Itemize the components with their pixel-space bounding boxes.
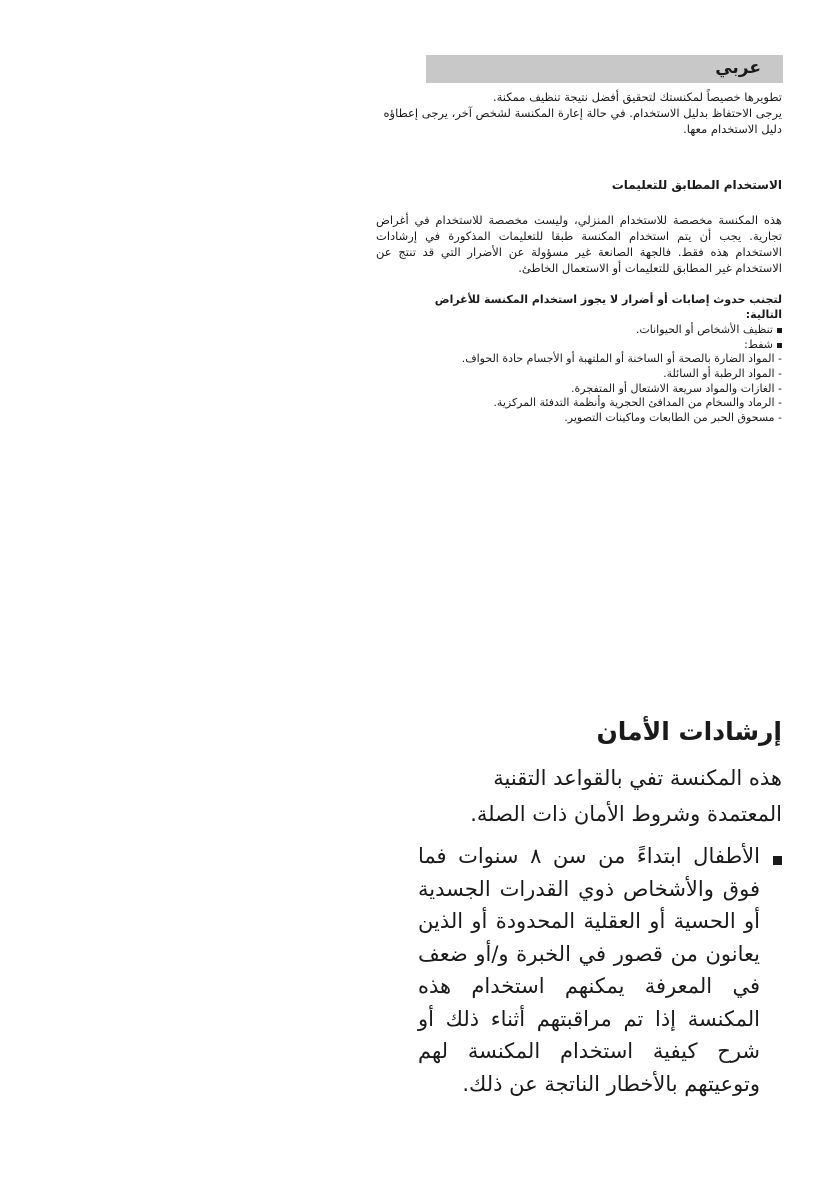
safety-bullet xyxy=(418,840,782,1100)
list-item: - الغازات والمواد سريعة الاشتعال أو المتفجرة. xyxy=(571,381,782,395)
proper-use-section-heading xyxy=(376,177,782,193)
bullet-square-icon xyxy=(777,328,782,333)
proper-use-body xyxy=(376,212,782,276)
list-item: - المواد الرطبة أو السائلة. xyxy=(663,366,782,380)
suction-items-list xyxy=(420,352,782,426)
safety-paragraph: هذه المكنسة تفي بالقواعد التقنية المعتمدة وشروط الأمان ذات الصلة. xyxy=(470,766,782,826)
bullet-item xyxy=(420,322,782,337)
language-header-bar xyxy=(426,55,783,83)
proper-use-paragraph: هذه المكنسة مخصصة للاستخدام المنزلي، وليست مخصصة للاستخدام في أغراض تجارية. يجب أن يتم استخدام المكنسة طبقا للتعليمات المذكورة في إرشادات الاستخدام هذه فقط. فالجهة الصانعة غير مسؤولة عن الأضرار التي قد تنتج عن الاستخدام غير المطابق للتعليمات أو الاستعمال الخاطئ. xyxy=(376,213,782,275)
bullet-square-icon xyxy=(773,856,782,865)
bullet-text-suction: شفط: xyxy=(744,338,773,351)
bullet-square-icon xyxy=(777,343,782,348)
intro-text xyxy=(376,89,782,137)
intro-line-1: تطويرها خصيصاً لمكنستك لتحقيق أفضل نتيجة تنظيف ممكنة. xyxy=(492,90,782,104)
prohibited-uses-block xyxy=(420,292,782,426)
safety-intro xyxy=(418,760,782,832)
warning-heading: لتجنب حدوث إصابات أو أضرار لا يجوز استخدام المكنسة للأغراض التالية: xyxy=(434,293,782,321)
intro-line-2: يرجى الاحتفاظ بدليل الاستخدام. في حالة إعارة المكنسة لشخص آخر، يرجى إعطاؤه دليل الاستخدام معها. xyxy=(383,106,782,136)
list-item: - المواد الضارة بالصحة أو الساخنة أو الملتهبة أو الأجسام حادة الحواف. xyxy=(461,352,782,365)
safety-heading: إرشادات الأمان xyxy=(596,717,782,746)
language-label: عربي xyxy=(715,58,761,78)
list-item: - الرماد والسخام من المدافئ الحجرية وأنظمة التدفئة المركزية. xyxy=(493,396,782,410)
proper-use-heading: الاستخدام المطابق للتعليمات xyxy=(611,178,782,192)
list-item: - مسحوق الحبر من الطابعات وماكينات التصوير. xyxy=(564,411,782,425)
bullet-text-people: تنظيف الأشخاص أو الحيوانات. xyxy=(635,323,773,336)
safety-bullet-text: الأطفال ابتداءً من سن ٨ سنوات فما فوق والأشخاص ذوي القدرات الجسدية أو الحسية أو العقلية المحدودة أو الذين يعانون من قصور في الخبرة و/أو ضعف في المعرفة يمكنهم استخدام هذه المكنسة إذا تم مراقبتهم أثناء ذلك أو شرح كيفية استخدام المكنسة لهم وتوعيتهم بالأخطار الناتجة عن ذلك. xyxy=(418,844,760,1096)
bullet-item xyxy=(420,337,782,352)
